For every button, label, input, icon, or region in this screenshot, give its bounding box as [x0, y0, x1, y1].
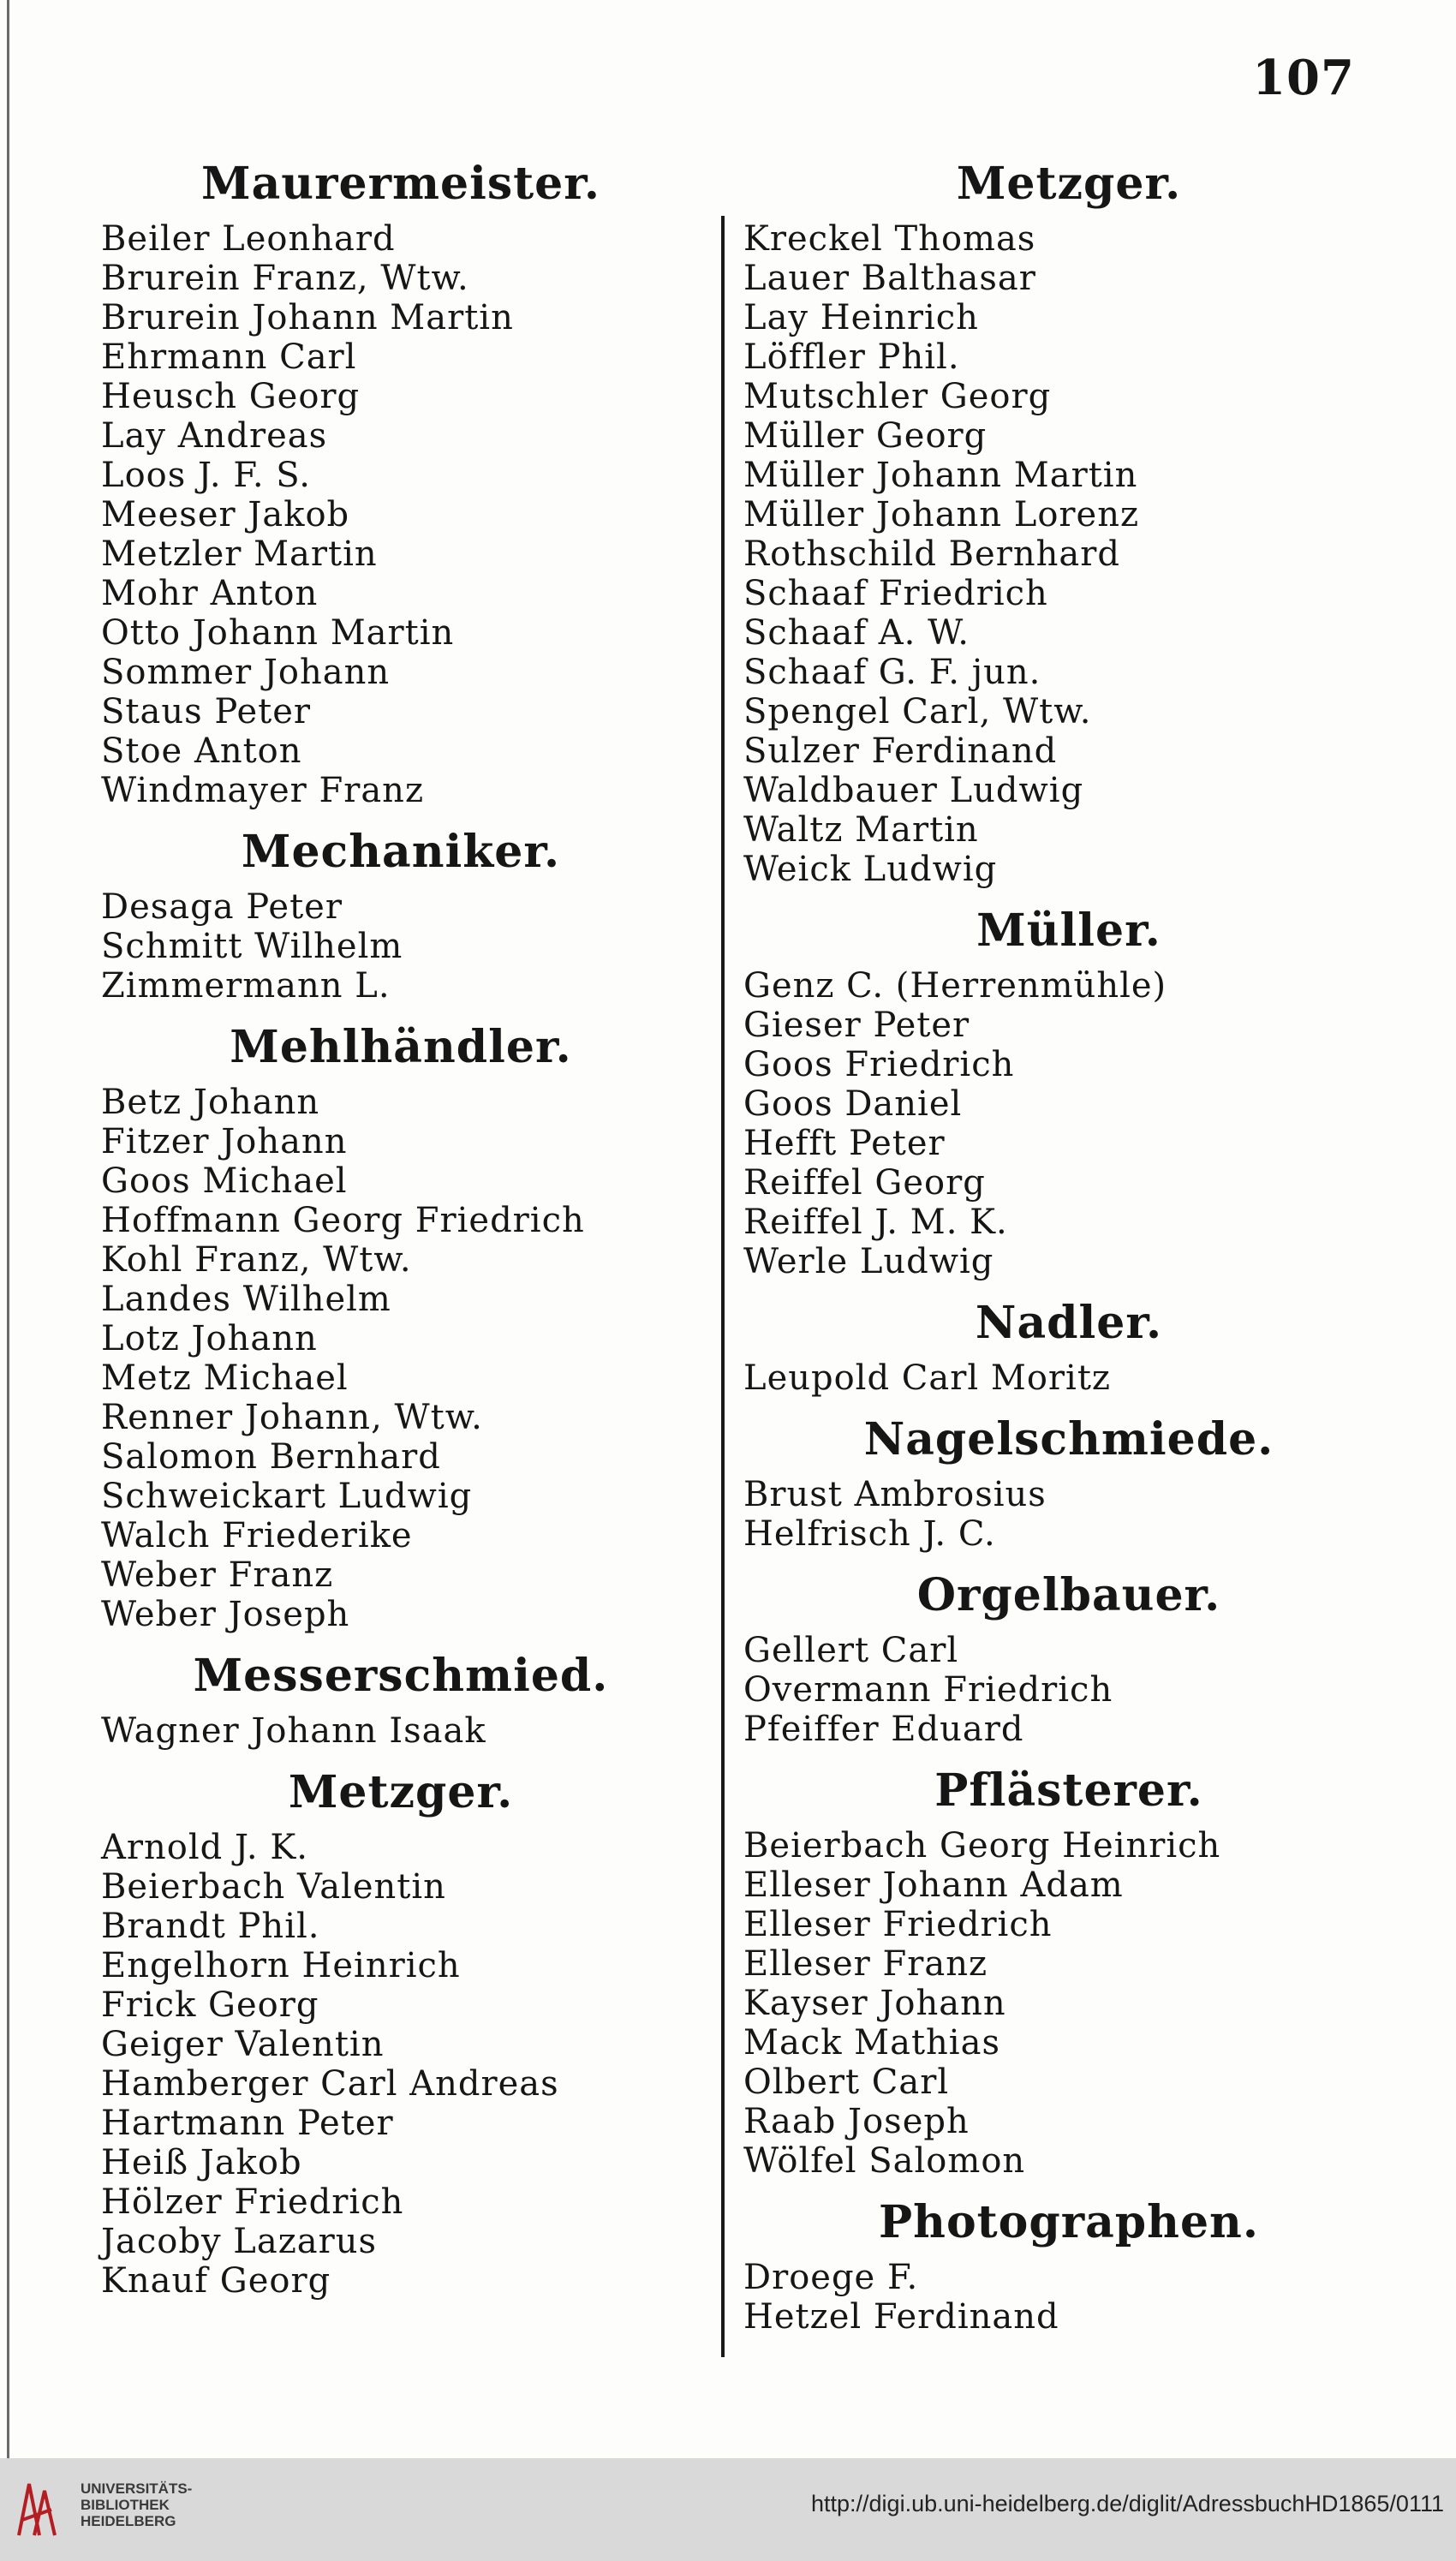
directory-entry: Schmitt Wilhelm	[101, 927, 403, 966]
directory-entry: Genz C. (Herrenmühle)	[743, 966, 1167, 1006]
directory-entry: Knauf Georg	[101, 2261, 331, 2301]
directory-entry: Wagner Johann Isaak	[101, 1711, 486, 1751]
entry-list	[743, 1631, 1394, 1749]
directory-entry: Kayser Johann	[743, 1984, 1006, 2023]
library-name-line: BIBLIOTHEK	[81, 2497, 170, 2513]
directory-entry: Waldbauer Ludwig	[743, 771, 1084, 810]
directory-entry: Weber Franz	[101, 1555, 334, 1595]
section-heading: Maurermeister.	[201, 158, 600, 210]
directory-entry: Elleser Franz	[743, 1944, 988, 1984]
directory-entry: Müller Johann Lorenz	[743, 495, 1140, 534]
directory-entry: Hölzer Friedrich	[101, 2182, 404, 2222]
directory-entry: Otto Johann Martin	[101, 613, 455, 653]
directory-entry: Spengel Carl, Wtw.	[743, 692, 1092, 731]
trade-section	[743, 1410, 1394, 1554]
directory-entry: Wölfel Salomon	[743, 2141, 1026, 2181]
page-edge-rule	[7, 0, 9, 2458]
library-name	[81, 2480, 192, 2529]
directory-entry: Kohl Franz, Wtw.	[101, 1240, 412, 1280]
directory-entry: Loos J. F. S.	[101, 456, 311, 495]
section-heading: Messerschmied.	[193, 1650, 609, 1702]
directory-entry: Hetzel Ferdinand	[743, 2297, 1059, 2337]
trade-section	[101, 1646, 701, 1751]
directory-entry: Elleser Johann Adam	[743, 1866, 1124, 1905]
page-number: 107	[1252, 50, 1355, 106]
directory-entry: Staus Peter	[101, 692, 311, 731]
entry-list	[101, 219, 701, 810]
directory-entry: Helfrisch J. C.	[743, 1514, 996, 1554]
library-name-line: UNIVERSITÄTS-	[81, 2480, 193, 2497]
directory-entry: Schaaf G. F. jun.	[743, 653, 1041, 692]
directory-entry: Landes Wilhelm	[101, 1280, 391, 1319]
directory-entry: Walch Friederike	[101, 1516, 413, 1555]
directory-entry: Kreckel Thomas	[743, 219, 1036, 259]
directory-entry: Brust Ambrosius	[743, 1475, 1047, 1514]
directory-entry: Brandt Phil.	[101, 1907, 320, 1946]
directory-entry: Schaaf A. W.	[743, 613, 970, 653]
directory-entry: Olbert Carl	[743, 2063, 950, 2102]
left-column	[101, 154, 701, 2301]
directory-entry: Goos Daniel	[743, 1084, 963, 1124]
directory-entry: Windmayer Franz	[101, 771, 425, 810]
directory-entry: Hoffmann Georg Friedrich	[101, 1201, 585, 1240]
section-heading: Orgelbauer.	[916, 1569, 1221, 1621]
directory-entry: Schweickart Ludwig	[101, 1477, 473, 1516]
trade-section	[743, 1566, 1394, 1749]
directory-entry: Goos Michael	[101, 1161, 348, 1201]
directory-entry: Reiffel J. M. K.	[743, 1203, 1008, 1242]
directory-entry: Ehrmann Carl	[101, 337, 357, 377]
directory-entry: Mack Mathias	[743, 2023, 1000, 2063]
directory-entry: Pfeiffer Eduard	[743, 1710, 1024, 1749]
entry-list	[743, 1358, 1394, 1398]
trade-section	[743, 901, 1394, 1281]
trade-section	[101, 154, 701, 810]
section-heading: Mechaniker.	[241, 826, 561, 878]
directory-entry: Elleser Friedrich	[743, 1905, 1053, 1944]
directory-entry: Heiß Jakob	[101, 2143, 302, 2182]
directory-entry: Lotz Johann	[101, 1319, 318, 1358]
trade-section	[743, 1761, 1394, 2181]
directory-entry: Betz Johann	[101, 1083, 320, 1122]
directory-entry: Raab Joseph	[743, 2102, 970, 2141]
directory-entry: Hefft Peter	[743, 1124, 946, 1163]
directory-entry: Goos Friedrich	[743, 1045, 1015, 1084]
section-heading: Photographen.	[879, 2196, 1259, 2248]
directory-entry: Weick Ludwig	[743, 850, 998, 889]
directory-entry: Weber Joseph	[101, 1595, 350, 1634]
directory-entry: Beierbach Georg Heinrich	[743, 1826, 1221, 1866]
section-heading: Pflästerer.	[934, 1764, 1203, 1817]
directory-entry: Hartmann Peter	[101, 2104, 394, 2143]
heidelberg-library-logo-icon[interactable]	[14, 2475, 65, 2544]
directory-entry: Sommer Johann	[101, 653, 391, 692]
directory-entry: Droege F.	[743, 2258, 919, 2297]
directory-entry: Schaaf Friedrich	[743, 574, 1048, 613]
entry-list	[101, 887, 701, 1006]
directory-entry: Salomon Bernhard	[101, 1437, 441, 1477]
trade-section	[101, 1763, 701, 2301]
directory-entry: Reiffel Georg	[743, 1163, 986, 1203]
directory-entry: Müller Johann Martin	[743, 456, 1138, 495]
directory-entry: Overmann Friedrich	[743, 1670, 1113, 1710]
directory-entry: Löffler Phil.	[743, 337, 960, 377]
directory-entry: Beierbach Valentin	[101, 1867, 446, 1907]
directory-entry: Metz Michael	[101, 1358, 349, 1398]
library-name-line: HEIDELBERG	[81, 2513, 176, 2529]
directory-entry: Zimmermann L.	[101, 966, 391, 1006]
directory-entry: Brurein Johann Martin	[101, 298, 514, 337]
directory-entry: Metzler Martin	[101, 534, 378, 574]
directory-entry: Jacoby Lazarus	[101, 2222, 378, 2261]
directory-entry: Gellert Carl	[743, 1631, 959, 1670]
entry-list	[101, 1083, 701, 1634]
trade-section	[101, 1018, 701, 1634]
section-heading: Metzger.	[956, 158, 1182, 210]
entry-list	[743, 966, 1394, 1281]
entry-list	[743, 2258, 1394, 2337]
section-heading: Metzger.	[288, 1766, 514, 1818]
trade-section	[743, 154, 1394, 889]
entry-list	[743, 1475, 1394, 1554]
column-divider	[721, 216, 725, 2357]
directory-entry: Sulzer Ferdinand	[743, 731, 1058, 771]
directory-entry: Leupold Carl Moritz	[743, 1358, 1111, 1398]
directory-entry: Mutschler Georg	[743, 377, 1052, 416]
section-heading: Nadler.	[975, 1297, 1163, 1349]
entry-list	[743, 1826, 1394, 2181]
directory-entry: Stoe Anton	[101, 731, 302, 771]
directory-entry: Lay Andreas	[101, 416, 328, 456]
directory-entry: Gieser Peter	[743, 1006, 970, 1045]
trade-section	[101, 822, 701, 1006]
source-url-link[interactable]: http://digi.ub.uni-heidelberg.de/diglit/AdressbuchHD1865/0111	[811, 2491, 1444, 2516]
entry-list	[101, 1828, 701, 2301]
directory-entry: Renner Johann, Wtw.	[101, 1398, 483, 1437]
trade-section	[743, 2193, 1394, 2337]
directory-entry: Fitzer Johann	[101, 1122, 348, 1161]
directory-entry: Rothschild Bernhard	[743, 534, 1120, 574]
directory-entry: Frick Georg	[101, 1985, 319, 2025]
entry-list	[743, 219, 1394, 889]
section-heading: Müller.	[976, 904, 1161, 957]
directory-entry: Meeser Jakob	[101, 495, 350, 534]
directory-entry: Heusch Georg	[101, 377, 361, 416]
directory-entry: Werle Ludwig	[743, 1242, 994, 1281]
section-heading: Nagelschmiede.	[863, 1413, 1274, 1466]
entry-list	[101, 1711, 701, 1751]
directory-entry: Lauer Balthasar	[743, 259, 1036, 298]
trade-section	[743, 1293, 1394, 1398]
directory-entry: Engelhorn Heinrich	[101, 1946, 461, 1985]
directory-entry: Desaga Peter	[101, 887, 343, 927]
directory-entry: Mohr Anton	[101, 574, 319, 613]
section-heading: Mehlhändler.	[230, 1021, 572, 1073]
directory-entry: Arnold J. K.	[101, 1828, 308, 1867]
directory-entry: Geiger Valentin	[101, 2025, 385, 2064]
directory-entry: Waltz Martin	[743, 810, 979, 850]
directory-entry: Müller Georg	[743, 416, 988, 456]
right-column	[743, 154, 1394, 2337]
directory-entry: Hamberger Carl Andreas	[101, 2064, 559, 2104]
directory-entry: Lay Heinrich	[743, 298, 979, 337]
directory-entry: Brurein Franz, Wtw.	[101, 259, 469, 298]
directory-entry: Beiler Leonhard	[101, 219, 396, 259]
